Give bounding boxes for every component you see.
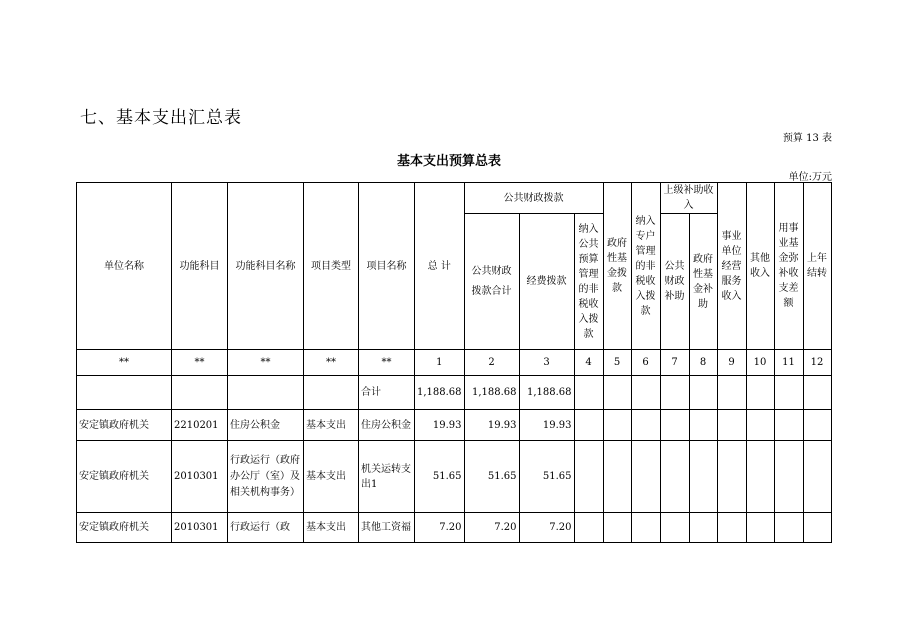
cell-unit: 安定镇政府机关 (77, 441, 172, 513)
cell-empty (746, 441, 774, 513)
cell-empty (746, 513, 774, 543)
header-other-income: 其他收入 (746, 183, 774, 350)
index-cell: ** (172, 350, 228, 376)
cell-empty (774, 441, 803, 513)
table-row (77, 410, 832, 441)
cell-empty (631, 410, 660, 441)
cell-func-name (228, 376, 304, 410)
cell-empty (660, 410, 689, 441)
index-cell: 1 (415, 350, 465, 376)
header-func-subject-name: 功能科目名称 (228, 183, 304, 350)
index-cell: ** (228, 350, 304, 376)
cell-funds: 1,188.68 (519, 376, 574, 410)
cell-empty (803, 441, 831, 513)
table-row (77, 376, 832, 410)
cell-empty (717, 410, 746, 441)
cell-type: 基本支出 (304, 513, 359, 543)
index-cell: 12 (803, 350, 831, 376)
header-last-year: 上年结转 (803, 183, 831, 350)
header-func-subject: 功能科目 (172, 183, 228, 350)
cell-empty (689, 410, 717, 441)
cell-type: 基本支出 (304, 441, 359, 513)
index-row (77, 350, 832, 376)
cell-total: 19.93 (415, 410, 465, 441)
header-funds-allocation: 经费拨款 (519, 214, 574, 350)
cell-empty (574, 410, 603, 441)
cell-type (304, 376, 359, 410)
cell-type: 基本支出 (304, 410, 359, 441)
cell-project: 其他工资福 (359, 513, 415, 543)
cell-code: 2210201 (172, 410, 228, 441)
cell-func-name: 住房公积金 (228, 410, 304, 441)
index-cell: ** (304, 350, 359, 376)
header-business-income: 事业单位经营服务收入 (717, 183, 746, 350)
cell-unit: 安定镇政府机关 (77, 513, 172, 543)
cell-code: 2010301 (172, 513, 228, 543)
cell-code: 2010301 (172, 441, 228, 513)
header-row-1 (77, 183, 832, 214)
index-cell: 3 (519, 350, 574, 376)
index-cell: 8 (689, 350, 717, 376)
cell-empty (631, 376, 660, 410)
cell-pf-total: 7.20 (464, 513, 519, 543)
cell-total: 51.65 (415, 441, 465, 513)
cell-funds: 19.93 (519, 410, 574, 441)
cell-funds: 7.20 (519, 513, 574, 543)
index-cell: 5 (603, 350, 631, 376)
cell-empty (689, 376, 717, 410)
budget-table (76, 182, 832, 543)
cell-project: 合计 (359, 376, 415, 410)
cell-project: 住房公积金 (359, 410, 415, 441)
cell-empty (574, 513, 603, 543)
cell-empty (746, 376, 774, 410)
cell-empty (660, 376, 689, 410)
form-number: 预算 13 表 (782, 133, 832, 144)
unit-label: 单位:万元 (788, 172, 832, 183)
index-cell: 2 (464, 350, 519, 376)
cell-empty (803, 410, 831, 441)
cell-empty (660, 441, 689, 513)
cell-total: 7.20 (415, 513, 465, 543)
cell-unit (77, 376, 172, 410)
cell-total: 1,188.68 (415, 376, 465, 410)
index-cell: ** (359, 350, 415, 376)
header-fund-makeup: 用事业基金弥补收支差额 (774, 183, 803, 350)
cell-empty (574, 441, 603, 513)
cell-empty (660, 513, 689, 543)
cell-empty (746, 410, 774, 441)
table-row (77, 441, 832, 513)
cell-empty (803, 513, 831, 543)
cell-empty (717, 441, 746, 513)
section-title: 七、基本支出汇总表 (80, 108, 242, 128)
cell-empty (774, 513, 803, 543)
header-project-name: 项目名称 (359, 183, 415, 350)
header-public-finance-subsidy: 公共财政补助 (660, 214, 689, 350)
header-public-finance: 公共财政拨款 (464, 183, 603, 214)
cell-empty (631, 513, 660, 543)
index-cell: ** (77, 350, 172, 376)
header-special-nontax: 纳入专户管理的非税收入拨款 (631, 183, 660, 350)
index-cell: 6 (631, 350, 660, 376)
cell-empty (631, 441, 660, 513)
cell-func-name: 行政运行（政府办公厅（室）及相关机构事务） (228, 441, 304, 513)
index-cell: 10 (746, 350, 774, 376)
cell-empty (603, 410, 631, 441)
header-public-finance-total: 公共财政拨款合计 (464, 214, 519, 350)
table-row (77, 513, 832, 543)
cell-code (172, 376, 228, 410)
index-cell: 4 (574, 350, 603, 376)
cell-empty (803, 376, 831, 410)
cell-funds: 51.65 (519, 441, 574, 513)
cell-empty (603, 376, 631, 410)
cell-empty (717, 513, 746, 543)
cell-empty (774, 410, 803, 441)
cell-empty (689, 441, 717, 513)
header-gov-fund: 政府性基金拨款 (603, 183, 631, 350)
cell-empty (603, 513, 631, 543)
header-project-type: 项目类型 (304, 183, 359, 350)
cell-empty (574, 376, 603, 410)
header-budget-nontax: 纳入公共预算管理的非税收入拨款 (574, 214, 603, 350)
header-gov-fund-subsidy: 政府性基金补助 (689, 214, 717, 350)
cell-pf-total: 1,188.68 (464, 376, 519, 410)
cell-unit: 安定镇政府机关 (77, 410, 172, 441)
index-cell: 9 (717, 350, 746, 376)
index-cell: 11 (774, 350, 803, 376)
table-title: 基本支出预算总表 (396, 154, 501, 169)
cell-empty (774, 376, 803, 410)
header-superior-subsidy: 上级补助收入 (660, 183, 717, 214)
cell-empty (689, 513, 717, 543)
cell-pf-total: 19.93 (464, 410, 519, 441)
index-cell: 7 (660, 350, 689, 376)
cell-project: 机关运转支出1 (359, 441, 415, 513)
cell-empty (717, 376, 746, 410)
cell-pf-total: 51.65 (464, 441, 519, 513)
cell-func-name: 行政运行（政 (228, 513, 304, 543)
header-total: 总 计 (415, 183, 465, 350)
header-unit-name: 单位名称 (77, 183, 172, 350)
cell-empty (603, 441, 631, 513)
